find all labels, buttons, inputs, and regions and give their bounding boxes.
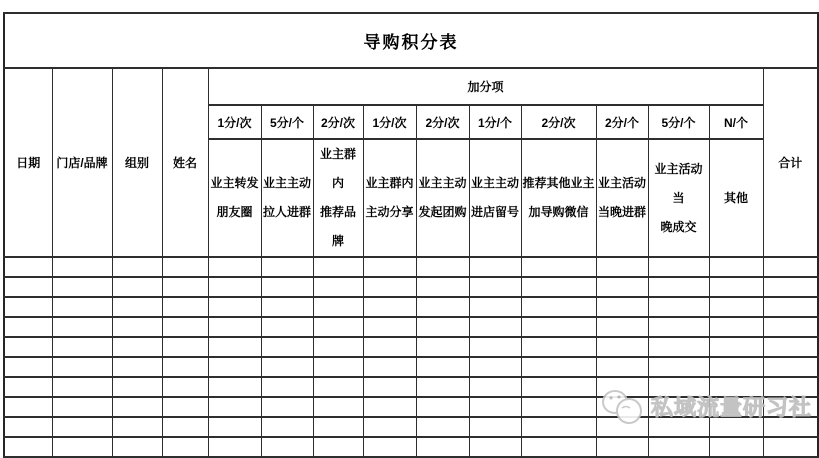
empty-cell: [208, 377, 261, 397]
empty-cell: [208, 437, 261, 457]
table-row: [4, 417, 818, 437]
desc-line: 业主活动: [597, 176, 646, 190]
empty-cell: [763, 337, 818, 357]
bonus-desc-cell: [596, 139, 648, 257]
header-date: 日期: [4, 68, 52, 257]
empty-cell: [469, 297, 521, 317]
empty-cell: [162, 297, 208, 317]
bonus-points-cell: 1分/个: [469, 105, 521, 139]
empty-cell: [4, 257, 52, 277]
desc-line: 业主群内: [319, 147, 356, 190]
empty-cell: [709, 437, 763, 457]
empty-cell: [709, 257, 763, 277]
empty-cell: [52, 317, 112, 337]
bonus-desc-cell: [416, 139, 469, 257]
header-total: 合计: [763, 68, 818, 257]
desc-line: 发起团购: [418, 205, 467, 219]
header-row-group: [4, 68, 818, 105]
empty-cell: [313, 437, 363, 457]
desc-line: 业主主动: [470, 176, 519, 190]
empty-cell: [261, 297, 313, 317]
empty-cell: [648, 297, 709, 317]
bonus-desc-cell: [469, 139, 521, 257]
empty-cell: [52, 397, 112, 417]
empty-cell: [416, 377, 469, 397]
empty-cell: [648, 257, 709, 277]
empty-cell: [416, 357, 469, 377]
empty-cell: [52, 297, 112, 317]
bonus-points-cell: 1分/次: [363, 105, 416, 139]
empty-cell: [208, 417, 261, 437]
empty-cell: [648, 337, 709, 357]
table-row: [4, 377, 818, 397]
empty-cell: [363, 297, 416, 317]
bonus-points-cell: 2分/个: [596, 105, 648, 139]
empty-cell: [112, 377, 162, 397]
empty-cell: [112, 397, 162, 417]
empty-cell: [596, 317, 648, 337]
empty-cell: [313, 417, 363, 437]
bonus-points-cell: 1分/次: [208, 105, 261, 139]
empty-cell: [469, 357, 521, 377]
empty-cell: [363, 377, 416, 397]
empty-cell: [416, 337, 469, 357]
empty-cell: [709, 317, 763, 337]
bonus-points-cell: 2分/次: [313, 105, 363, 139]
empty-cell: [162, 357, 208, 377]
empty-cell: [261, 357, 313, 377]
table-row: [4, 277, 818, 297]
empty-cell: [4, 417, 52, 437]
empty-cell: [416, 257, 469, 277]
empty-cell: [648, 377, 709, 397]
empty-cell: [162, 417, 208, 437]
empty-cell: [709, 297, 763, 317]
empty-cell: [52, 357, 112, 377]
empty-cell: [208, 397, 261, 417]
bonus-desc-cell: [521, 139, 596, 257]
empty-cell: [112, 317, 162, 337]
empty-cell: [363, 317, 416, 337]
empty-cell: [162, 337, 208, 357]
table-row: [4, 357, 818, 377]
bonus-points-cell: 2分/次: [416, 105, 469, 139]
header-name: 姓名: [162, 68, 208, 257]
desc-line: 加导购微信: [528, 205, 589, 219]
empty-cell: [363, 417, 416, 437]
empty-cell: [208, 337, 261, 357]
empty-cell: [4, 297, 52, 317]
header-store-brand: 门店/品牌: [52, 68, 112, 257]
empty-cell: [162, 377, 208, 397]
empty-cell: [648, 397, 709, 417]
desc-line: 其他: [723, 190, 748, 205]
empty-cell: [52, 437, 112, 457]
empty-cell: [52, 337, 112, 357]
empty-cell: [763, 437, 818, 457]
empty-cell: [763, 317, 818, 337]
empty-cell: [363, 397, 416, 417]
empty-cell: [313, 297, 363, 317]
empty-cell: [261, 437, 313, 457]
empty-cell: [112, 277, 162, 297]
bonus-desc-cell: [709, 139, 763, 257]
bonus-points-cell: 5分/个: [261, 105, 313, 139]
empty-cell: [313, 317, 363, 337]
empty-cell: [162, 317, 208, 337]
empty-cell: [208, 357, 261, 377]
empty-cell: [416, 277, 469, 297]
empty-cell: [416, 437, 469, 457]
empty-cell: [763, 277, 818, 297]
empty-cell: [596, 297, 648, 317]
empty-cell: [4, 437, 52, 457]
points-table: [3, 12, 819, 458]
header-group: 组别: [112, 68, 162, 257]
empty-cell: [363, 277, 416, 297]
empty-cell: [363, 337, 416, 357]
empty-cell: [261, 417, 313, 437]
empty-cell: [648, 317, 709, 337]
desc-line: 推荐品牌: [319, 205, 356, 248]
empty-cell: [261, 257, 313, 277]
empty-cell: [596, 357, 648, 377]
table-row: [4, 297, 818, 317]
empty-cell: [596, 417, 648, 437]
empty-cell: [261, 277, 313, 297]
empty-cell: [763, 357, 818, 377]
empty-cell: [162, 397, 208, 417]
empty-cell: [4, 397, 52, 417]
empty-cell: [261, 377, 313, 397]
table-row: [4, 397, 818, 417]
empty-cell: [4, 317, 52, 337]
table-row: [4, 257, 818, 277]
empty-cell: [261, 337, 313, 357]
empty-cell: [521, 277, 596, 297]
desc-line: 当晚进群: [597, 205, 646, 219]
empty-cell: [469, 397, 521, 417]
desc-line: 业主转发: [210, 176, 259, 190]
bonus-desc-cell: [363, 139, 416, 257]
empty-cell: [763, 417, 818, 437]
empty-cell: [521, 357, 596, 377]
bonus-desc-cell: [313, 139, 363, 257]
empty-cell: [313, 257, 363, 277]
bonus-points-cell: 5分/个: [648, 105, 709, 139]
empty-cell: [162, 277, 208, 297]
empty-cell: [162, 257, 208, 277]
empty-cell: [596, 337, 648, 357]
empty-cell: [521, 437, 596, 457]
empty-cell: [596, 377, 648, 397]
empty-cell: [648, 357, 709, 377]
empty-cell: [416, 397, 469, 417]
watermark-text: 私域流量研习社: [651, 394, 813, 420]
empty-cell: [416, 417, 469, 437]
empty-cell: [112, 437, 162, 457]
desc-line: 拉人进群: [262, 205, 311, 219]
empty-cell: [313, 397, 363, 417]
empty-cell: [763, 257, 818, 277]
empty-cell: [4, 377, 52, 397]
empty-cell: [52, 257, 112, 277]
empty-cell: [763, 297, 818, 317]
empty-cell: [469, 417, 521, 437]
empty-cell: [709, 397, 763, 417]
bonus-desc-cell: [648, 139, 709, 257]
title-row: [4, 13, 818, 68]
empty-cell: [521, 257, 596, 277]
empty-cell: [521, 397, 596, 417]
empty-cell: [763, 377, 818, 397]
empty-cell: [469, 257, 521, 277]
empty-cell: [648, 417, 709, 437]
bonus-points-cell: 2分/次: [521, 105, 596, 139]
empty-cell: [4, 337, 52, 357]
empty-cell: [709, 337, 763, 357]
empty-cell: [313, 377, 363, 397]
desc-line: 推荐其他业主: [522, 176, 595, 190]
empty-cell: [112, 357, 162, 377]
empty-cell: [208, 257, 261, 277]
empty-cell: [469, 337, 521, 357]
empty-cell: [112, 257, 162, 277]
empty-cell: [112, 417, 162, 437]
empty-cell: [596, 257, 648, 277]
empty-cell: [4, 357, 52, 377]
empty-cell: [261, 317, 313, 337]
empty-cell: [763, 397, 818, 417]
desc-line: 业主主动: [262, 176, 311, 190]
empty-cell: [709, 357, 763, 377]
desc-line: 朋友圈: [216, 205, 253, 219]
bonus-desc-cell: [261, 139, 313, 257]
empty-cell: [363, 437, 416, 457]
empty-cell: [416, 317, 469, 337]
empty-cell: [363, 257, 416, 277]
empty-cell: [112, 337, 162, 357]
desc-line: 业主群内: [365, 176, 414, 190]
desc-line: 业主主动: [418, 176, 467, 190]
empty-cell: [469, 377, 521, 397]
empty-cell: [4, 277, 52, 297]
desc-line: 业主活动当: [654, 161, 703, 205]
empty-cell: [521, 337, 596, 357]
empty-cell: [596, 437, 648, 457]
empty-cell: [469, 437, 521, 457]
empty-cell: [313, 337, 363, 357]
empty-cell: [313, 357, 363, 377]
desc-line: 主动分享: [365, 205, 414, 219]
empty-cell: [208, 317, 261, 337]
empty-cell: [52, 277, 112, 297]
empty-cell: [208, 297, 261, 317]
empty-cell: [52, 377, 112, 397]
empty-cell: [709, 377, 763, 397]
table-row: [4, 317, 818, 337]
empty-cell: [261, 397, 313, 417]
empty-cell: [363, 357, 416, 377]
desc-line: 晚成交: [660, 219, 697, 234]
empty-cell: [521, 417, 596, 437]
empty-cell: [709, 417, 763, 437]
empty-cell: [709, 277, 763, 297]
table-row: [4, 437, 818, 457]
empty-cell: [596, 397, 648, 417]
empty-cell: [416, 297, 469, 317]
empty-cell: [521, 377, 596, 397]
empty-cell: [313, 277, 363, 297]
desc-line: 进店留号: [470, 205, 519, 219]
empty-cell: [208, 277, 261, 297]
bonus-desc-cell: [208, 139, 261, 257]
bonus-points-cell: N/个: [709, 105, 763, 139]
header-bonus-section: 加分项: [208, 68, 763, 105]
empty-cell: [521, 317, 596, 337]
empty-cell: [52, 417, 112, 437]
table-row: [4, 337, 818, 357]
empty-cell: [648, 437, 709, 457]
data-rows: [4, 257, 818, 457]
empty-cell: [469, 277, 521, 297]
page-title: 导购积分表: [4, 13, 818, 68]
empty-cell: [648, 277, 709, 297]
empty-cell: [469, 317, 521, 337]
empty-cell: [112, 297, 162, 317]
empty-cell: [521, 297, 596, 317]
empty-cell: [162, 437, 208, 457]
empty-cell: [596, 277, 648, 297]
